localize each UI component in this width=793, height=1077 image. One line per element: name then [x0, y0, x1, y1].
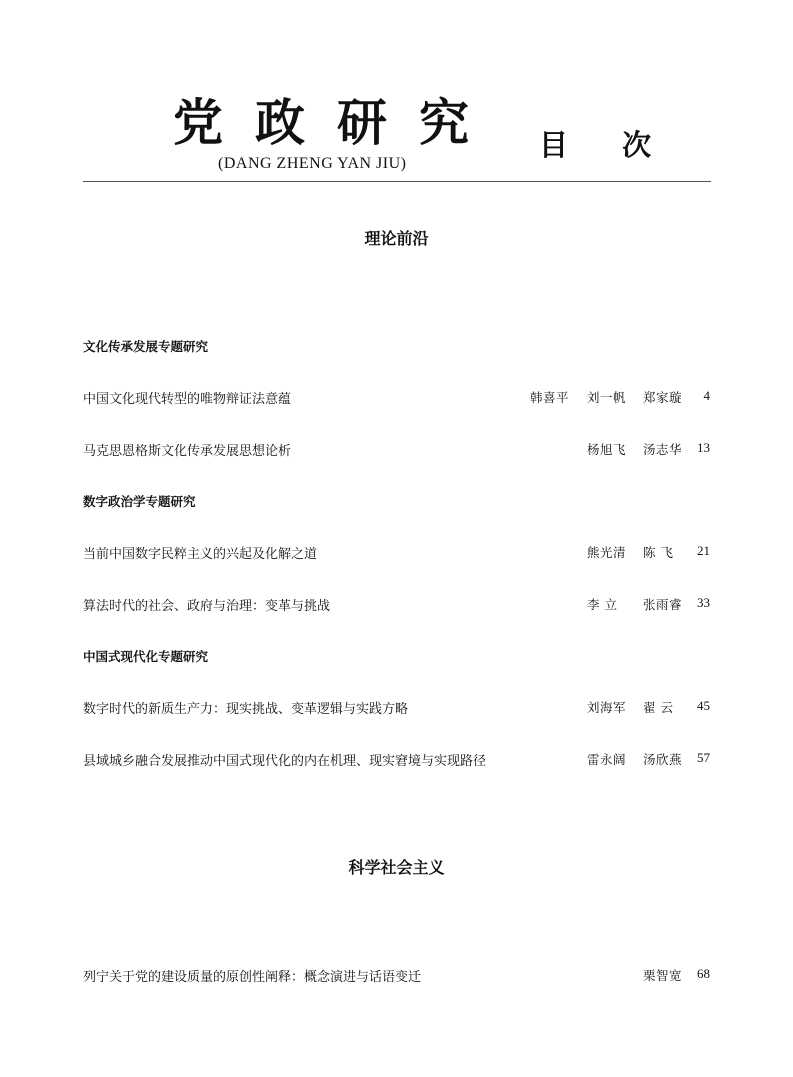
- article-page-number: 13: [697, 440, 710, 455]
- article-page-number: 33: [697, 595, 710, 610]
- article-page-number: 4: [703, 388, 710, 403]
- article-title[interactable]: 马克思恩格斯文化传承发展思想论析: [83, 444, 292, 459]
- article-author: 李 立: [587, 597, 618, 612]
- article-title[interactable]: 当前中国数字民粹主义的兴起及化解之道: [83, 547, 318, 562]
- group-heading: 中国式现代化专题研究: [83, 649, 209, 664]
- section-heading: 理论前沿: [364, 229, 429, 248]
- group-heading: 文化传承发展专题研究: [83, 339, 209, 354]
- article-page-number: 45: [697, 698, 710, 713]
- article-title[interactable]: 县域城乡融合发展推动中国式现代化的内在机理、现实窘境与实现路径: [83, 754, 487, 769]
- group-heading: 数字政治学专题研究: [83, 494, 196, 509]
- journal-title: 党政研究: [173, 93, 501, 152]
- article-author: 汤欣燕: [643, 752, 683, 767]
- section-heading: 科学社会主义: [348, 858, 445, 877]
- contents-label: 目 次: [539, 128, 674, 162]
- article-page-number: 21: [697, 543, 710, 558]
- article-author: 栗智宽: [643, 968, 683, 983]
- article-author: 陈 飞: [643, 545, 674, 560]
- article-title[interactable]: 数字时代的新质生产力：现实挑战、变革逻辑与实践方略: [83, 702, 409, 717]
- article-page-number: 68: [697, 966, 710, 981]
- article-page-number: 57: [697, 750, 710, 765]
- article-author: 汤志华: [643, 442, 683, 457]
- article-author: 杨旭飞: [587, 442, 627, 457]
- article-author: 郑家璇: [643, 390, 683, 405]
- article-title[interactable]: 中国文化现代转型的唯物辩证法意蕴: [83, 392, 292, 407]
- header-divider: [83, 181, 711, 182]
- article-author: 刘海军: [587, 700, 627, 715]
- article-title[interactable]: 算法时代的社会、政府与治理：变革与挑战: [83, 599, 331, 614]
- article-author: 韩喜平: [530, 390, 570, 405]
- article-title[interactable]: 列宁关于党的建设质量的原创性阐释：概念演进与话语变迁: [83, 970, 422, 985]
- article-author: 翟 云: [643, 700, 674, 715]
- article-author: 雷永阔: [587, 752, 627, 767]
- article-author: 张雨睿: [643, 597, 683, 612]
- journal-pinyin-subtitle: (DANG ZHENG YAN JIU): [218, 155, 407, 172]
- article-author: 刘一帆: [587, 390, 627, 405]
- article-author: 熊光清: [587, 545, 627, 560]
